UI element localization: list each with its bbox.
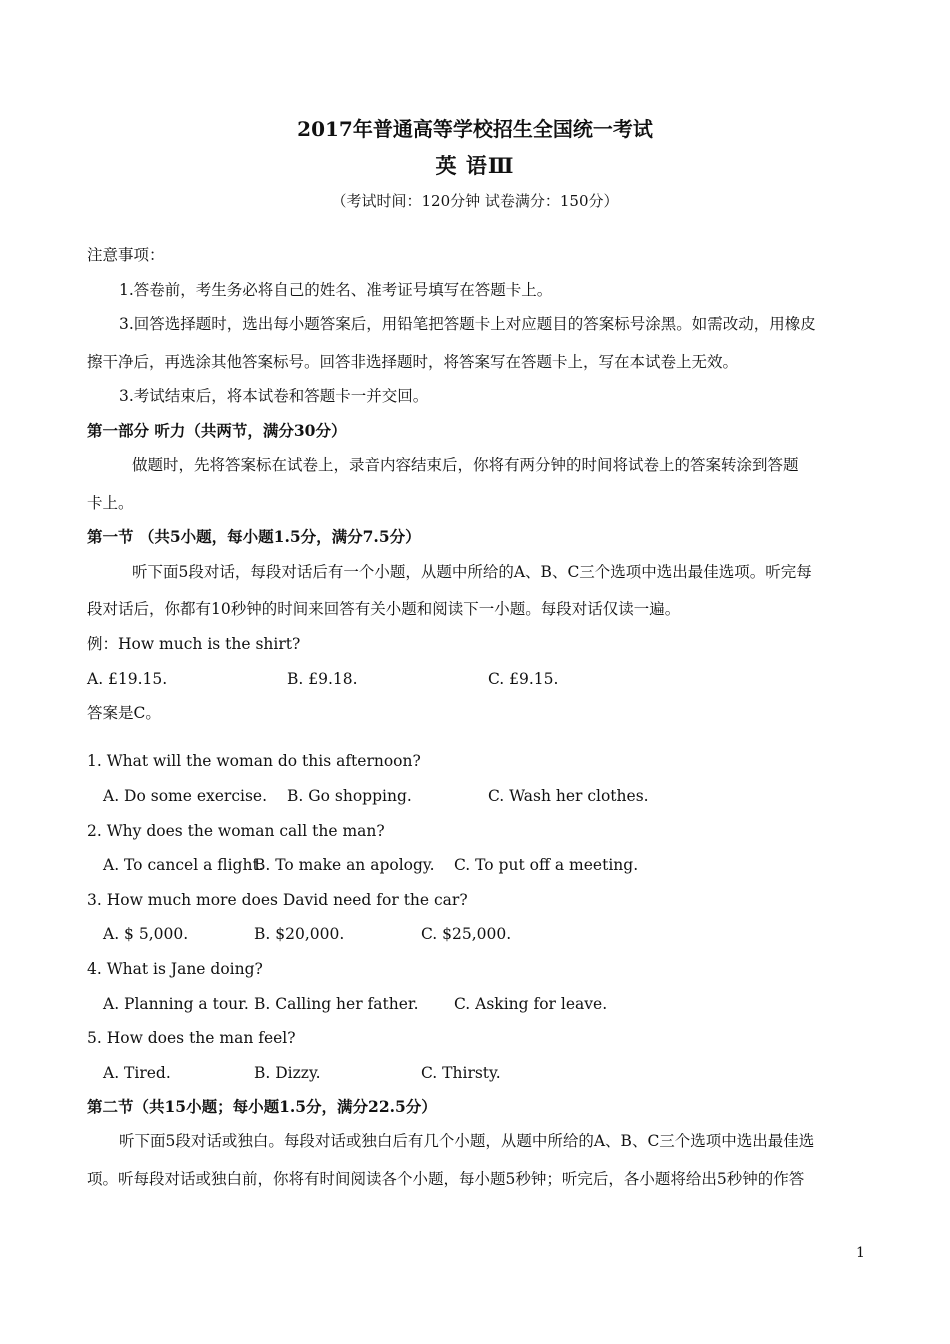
notes-item-2-line-1: 3.回答选择题时，选出每小题答案后，用铅笔把答题卡上对应题目的答案标号涂黑。如需改动，用橡皮 (119, 315, 816, 333)
question-5-option-c: C. Thirsty. (421, 1064, 501, 1082)
example-question: 例：How much is the shirt? (87, 635, 301, 653)
example-answer: 答案是C。 (87, 704, 161, 722)
section2-heading: 第二节（共15小题；每小题1.5分，满分22.5分） (87, 1097, 437, 1116)
section2-intro-line-1: 听下面5段对话或独白。每段对话或独白后有几个小题，从题中所给的A、B、C三个选项中选出最佳选 (119, 1132, 815, 1150)
section1-intro-line-1: 听下面5段对话，每段对话后有一个小题，从题中所给的A、B、C三个选项中选出最佳选项。听完每 (132, 563, 812, 581)
exam-subject: 英 语Ⅲ (435, 153, 515, 178)
question-2-stem: 2. Why does the woman call the man? (87, 822, 385, 840)
question-3-option-a: A. $ 5,000. (103, 925, 189, 943)
exam-title: 2017年普通高等学校招生全国统一考试 (297, 117, 653, 141)
question-1-option-a: A. Do some exercise. (103, 787, 268, 805)
question-1-option-c: C. Wash her clothes. (488, 787, 649, 805)
part1-intro-line-1: 做题时，先将答案标在试卷上，录音内容结束后，你将有两分钟的时间将试卷上的答案转涂到答题 (132, 456, 799, 474)
question-2-option-c: C. To put off a meeting. (454, 856, 639, 874)
example-option-c: C. £9.15. (488, 670, 559, 688)
section2-intro-line-2: 项。听每段对话或独白前，你将有时间阅读各个小题，每小题5秒钟；听完后，各小题将给出5秒钟的作答 (87, 1170, 805, 1188)
question-1-stem: 1. What will the woman do this afternoon? (87, 752, 421, 770)
question-4-option-b: B. Calling her father. (254, 995, 419, 1013)
question-3-option-b: B. $20,000. (254, 925, 345, 943)
part1-intro-line-2: 卡上。 (87, 494, 134, 512)
example-option-a: A. £19.15. (87, 670, 168, 688)
question-4-option-a: A. Planning a tour. (103, 995, 249, 1013)
question-4-stem: 4. What is Jane doing? (87, 960, 263, 978)
section1-heading: 第一节 （共5小题，每小题1.5分，满分7.5分） (87, 527, 421, 546)
question-5-option-b: B. Dizzy. (254, 1064, 321, 1082)
notes-item-1: 1.答卷前，考生务必将自己的姓名、准考证号填写在答题卡上。 (119, 281, 553, 299)
part1-heading: 第一部分 听力（共两节，满分30分） (87, 421, 347, 440)
question-3-stem: 3. How much more does David need for the car? (87, 891, 468, 909)
notes-heading: 注意事项： (87, 246, 165, 264)
notes-item-2-line-2: 擦干净后，再选涂其他答案标号。回答非选择题时，将答案写在答题卡上，写在本试卷上无效。 (87, 353, 739, 371)
question-1-option-b: B. Go shopping. (287, 787, 412, 805)
question-3-option-c: C. $25,000. (421, 925, 512, 943)
question-4-option-c: C. Asking for leave. (454, 995, 608, 1013)
question-2-option-a: A. To cancel a flight. (103, 856, 264, 874)
page-number: 1 (856, 1245, 865, 1261)
question-5-stem: 5. How does the man feel? (87, 1029, 296, 1047)
exam-info: （考试时间：120分钟 试卷满分：150分） (331, 192, 619, 210)
question-2-option-b: B. To make an apology. (254, 856, 435, 874)
example-option-b: B. £9.18. (287, 670, 358, 688)
section1-intro-line-2: 段对话后，你都有10秒钟的时间来回答有关小题和阅读下一小题。每段对话仅读一遍。 (87, 600, 681, 618)
notes-item-3: 3.考试结束后，将本试卷和答题卡一并交回。 (119, 387, 429, 405)
question-5-option-a: A. Tired. (103, 1064, 171, 1082)
